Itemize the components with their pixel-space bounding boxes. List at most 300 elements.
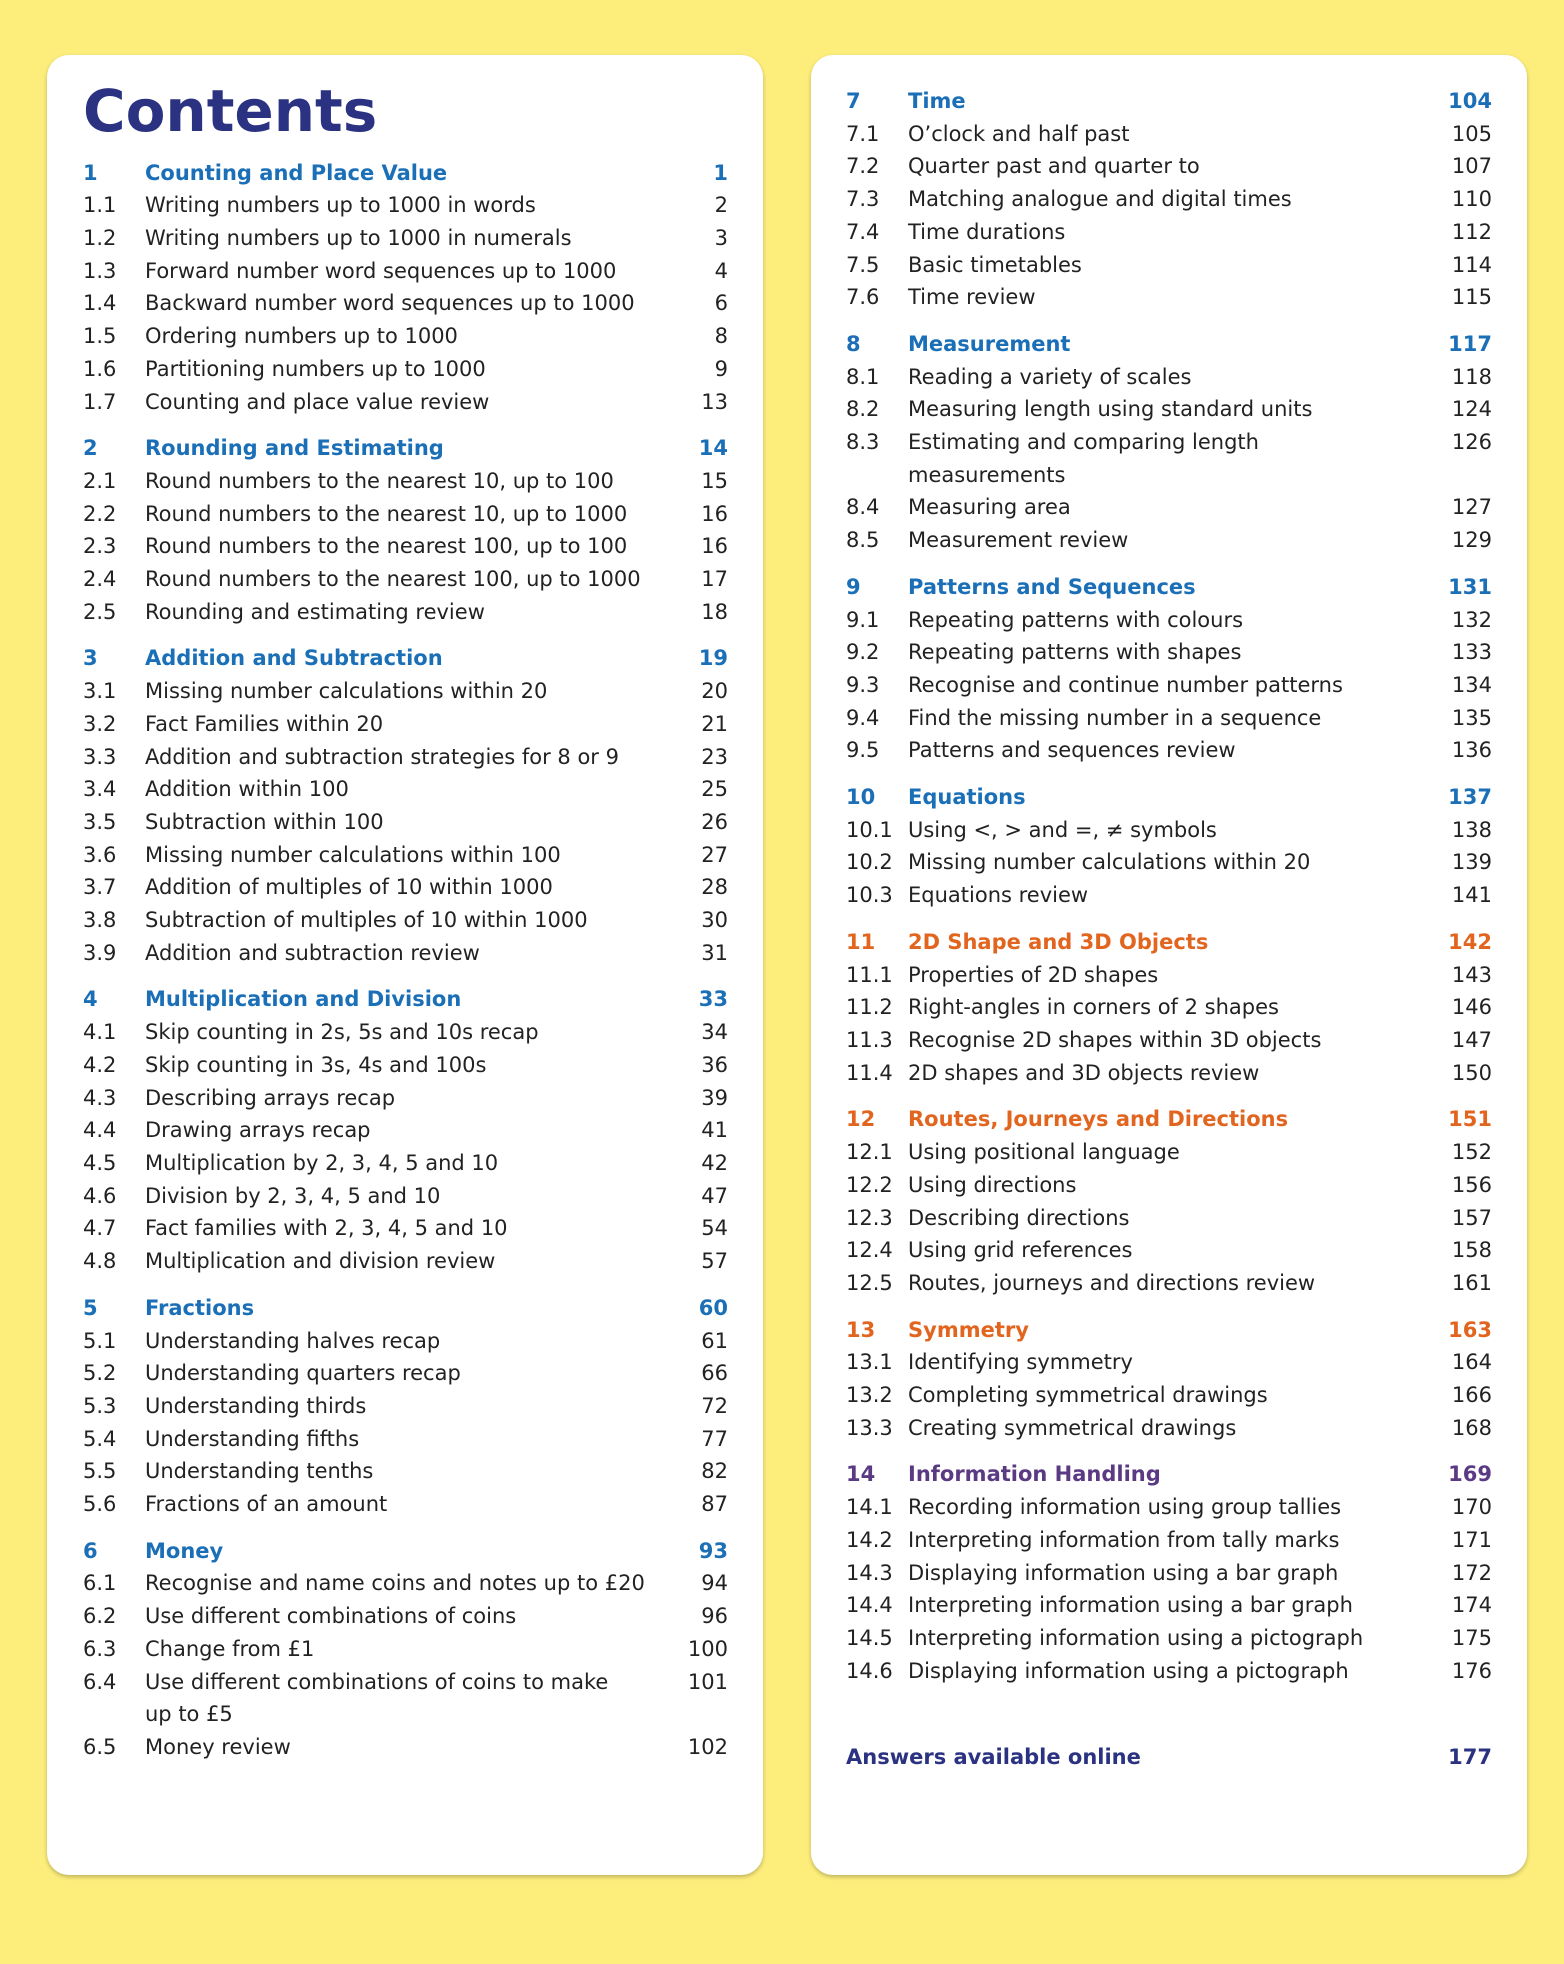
chapter-page: 163 <box>1448 1317 1492 1342</box>
section-number: 4.7 <box>83 1216 117 1241</box>
section-page: 127 <box>1451 495 1492 520</box>
section-title: Addition and subtraction review <box>145 940 480 965</box>
section-number: 9.4 <box>846 705 880 730</box>
chapter-5 <box>83 1292 728 1521</box>
section-entry[interactable] <box>846 1379 1492 1412</box>
section-title: 2D shapes and 3D objects review <box>908 1060 1260 1085</box>
section-title: Reading a variety of scales <box>908 364 1192 389</box>
answers-page: 177 <box>1448 1745 1492 1770</box>
section-entry[interactable] <box>83 1147 728 1180</box>
section-entry[interactable] <box>83 1114 728 1147</box>
section-page: 118 <box>1451 364 1492 389</box>
section-number: 2.5 <box>83 599 117 624</box>
section-title: Basic timetables <box>908 252 1082 277</box>
section-title: Repeating patterns with colours <box>908 607 1244 632</box>
section-number: 7.4 <box>846 219 880 244</box>
section-number: 7.1 <box>846 121 880 146</box>
chapter-heading[interactable] <box>83 983 728 1016</box>
section-number: 12.3 <box>846 1205 893 1230</box>
chapter-page: 19 <box>698 646 728 671</box>
section-title: Division by 2, 3, 4, 5 and 10 <box>145 1183 441 1208</box>
chapter-heading[interactable] <box>83 1292 728 1325</box>
section-page: 168 <box>1451 1415 1492 1440</box>
section-entry[interactable] <box>846 491 1492 524</box>
section-number: 12.2 <box>846 1172 893 1197</box>
section-entry[interactable] <box>846 814 1492 847</box>
section-number: 6.4 <box>83 1669 117 1694</box>
section-number: 14.3 <box>846 1560 893 1585</box>
section-entry[interactable] <box>846 959 1492 992</box>
section-page: 77 <box>701 1426 728 1451</box>
section-number: 13.1 <box>846 1350 893 1375</box>
section-entry[interactable] <box>83 741 728 774</box>
chapter-page: 117 <box>1448 331 1492 356</box>
section-title: Describing arrays recap <box>145 1085 396 1110</box>
section-entry[interactable] <box>846 1057 1492 1090</box>
section-page: 107 <box>1451 154 1492 179</box>
section-page: 101 <box>687 1669 728 1694</box>
section-entry[interactable] <box>846 1267 1492 1300</box>
section-entry[interactable] <box>846 1589 1492 1622</box>
section-number: 8.4 <box>846 495 880 520</box>
section-entry[interactable] <box>83 530 728 563</box>
section-number: 3.1 <box>83 679 117 704</box>
section-entry[interactable] <box>846 249 1492 282</box>
section-page: 21 <box>701 711 728 736</box>
chapter-number: 1 <box>83 160 98 185</box>
chapter-heading[interactable] <box>83 1535 728 1568</box>
section-number: 14.5 <box>846 1625 893 1650</box>
chapter-title: Patterns and Sequences <box>908 574 1196 599</box>
section-title: Estimating and comparing length measurements <box>908 430 1259 487</box>
section-title: Equations review <box>908 883 1089 908</box>
section-entry[interactable] <box>83 1212 728 1245</box>
section-entry[interactable] <box>846 636 1492 669</box>
section-title: Round numbers to the nearest 100, up to 100 <box>145 534 628 559</box>
section-page: 152 <box>1451 1140 1492 1165</box>
section-number: 1.7 <box>83 389 117 414</box>
section-entry[interactable] <box>846 281 1492 314</box>
section-number: 3.8 <box>83 908 117 933</box>
section-title: Partitioning numbers up to 1000 <box>145 356 486 381</box>
chapter-number: 6 <box>83 1538 98 1563</box>
section-number: 11.3 <box>846 1027 893 1052</box>
section-title: Displaying information using a bar graph <box>908 1560 1339 1585</box>
section-entry[interactable] <box>846 426 1492 491</box>
section-title: O’clock and half past <box>908 121 1130 146</box>
section-title: Addition of multiples of 10 within 1000 <box>145 875 553 900</box>
chapter-number: 8 <box>846 331 861 356</box>
section-page: 27 <box>701 842 728 867</box>
section-number: 4.6 <box>83 1183 117 1208</box>
section-number: 7.2 <box>846 154 880 179</box>
section-entry[interactable] <box>83 287 728 320</box>
chapter-title: Multiplication and Division <box>145 987 462 1012</box>
section-page: 150 <box>1451 1060 1492 1085</box>
section-entry[interactable] <box>846 1557 1492 1590</box>
section-entry[interactable] <box>846 604 1492 637</box>
chapter-title: Information Handling <box>908 1462 1161 1487</box>
chapter-2 <box>83 432 728 628</box>
section-number: 3.2 <box>83 711 117 736</box>
section-number: 9.3 <box>846 672 880 697</box>
section-entry[interactable] <box>83 498 728 531</box>
section-number: 3.3 <box>83 744 117 769</box>
section-entry[interactable] <box>83 1600 728 1633</box>
section-entry[interactable] <box>846 216 1492 249</box>
section-title: Fact families with 2, 3, 4, 5 and 10 <box>145 1216 508 1241</box>
section-number: 7.3 <box>846 187 880 212</box>
section-number: 1.1 <box>83 193 117 218</box>
chapter-list-left <box>83 157 728 1764</box>
chapter-heading[interactable] <box>83 157 728 190</box>
section-entry[interactable] <box>83 1245 728 1278</box>
section-title: Matching analogue and digital times <box>908 187 1292 212</box>
section-page: 157 <box>1451 1205 1492 1230</box>
section-number: 4.3 <box>83 1085 117 1110</box>
section-entry[interactable] <box>83 773 728 806</box>
section-entry[interactable] <box>83 1633 728 1666</box>
chapter-11 <box>846 926 1492 1090</box>
chapter-page: 14 <box>698 436 728 461</box>
section-number: 14.4 <box>846 1593 893 1618</box>
section-page: 176 <box>1451 1658 1492 1683</box>
chapter-title: Addition and Subtraction <box>145 646 443 671</box>
section-entry[interactable] <box>846 879 1492 912</box>
section-title: Understanding halves recap <box>145 1328 441 1353</box>
section-page: 20 <box>701 679 728 704</box>
chapter-7 <box>846 85 1492 314</box>
section-page: 16 <box>701 501 728 526</box>
section-entry[interactable] <box>83 871 728 904</box>
chapter-13 <box>846 1314 1492 1445</box>
section-page: 105 <box>1451 121 1492 146</box>
section-entry[interactable] <box>83 596 728 629</box>
section-page: 28 <box>701 875 728 900</box>
section-page: 82 <box>701 1459 728 1484</box>
section-title: Ordering numbers up to 1000 <box>145 324 458 349</box>
section-page: 23 <box>701 744 728 769</box>
section-number: 6.3 <box>83 1636 117 1661</box>
section-entry[interactable] <box>846 524 1492 557</box>
chapter-heading[interactable] <box>846 1103 1492 1136</box>
section-page: 57 <box>701 1249 728 1274</box>
section-entry[interactable] <box>83 189 728 222</box>
chapter-title: Fractions <box>145 1295 255 1320</box>
section-number: 3.9 <box>83 940 117 965</box>
chapter-heading[interactable] <box>846 85 1492 118</box>
chapter-1 <box>83 157 728 419</box>
section-entry[interactable] <box>846 1202 1492 1235</box>
section-entry[interactable] <box>846 1622 1492 1655</box>
section-entry[interactable] <box>846 1136 1492 1169</box>
section-number: 9.2 <box>846 640 880 665</box>
section-entry[interactable] <box>83 1390 728 1423</box>
section-entry[interactable] <box>846 1491 1492 1524</box>
section-page: 3 <box>714 226 728 250</box>
section-page: 115 <box>1451 285 1492 310</box>
section-title: Skip counting in 2s, 5s and 10s recap <box>145 1020 539 1045</box>
section-entry[interactable] <box>83 806 728 839</box>
section-entry[interactable] <box>83 675 728 708</box>
chapter-number: 5 <box>83 1295 98 1320</box>
section-number: 10.2 <box>846 850 893 875</box>
section-number: 2.4 <box>83 567 117 592</box>
section-page: 34 <box>701 1020 728 1045</box>
section-title: Counting and place value review <box>145 389 490 414</box>
chapter-page: 142 <box>1448 929 1492 954</box>
section-title: Recognise and name coins and notes up to £20 <box>145 1571 645 1596</box>
chapter-title: Counting and Place Value <box>145 160 448 185</box>
section-title: Understanding fifths <box>145 1426 360 1451</box>
chapter-heading[interactable] <box>846 1314 1492 1347</box>
chapter-number: 3 <box>83 646 98 671</box>
section-entry[interactable] <box>83 904 728 937</box>
section-number: 1.2 <box>83 226 117 250</box>
section-page: 6 <box>714 291 728 316</box>
section-page: 26 <box>701 809 728 834</box>
section-title: Interpreting information using a bar graph <box>908 1593 1353 1618</box>
section-entry[interactable] <box>83 1423 728 1456</box>
section-title: Patterns and sequences review <box>908 738 1236 763</box>
section-number: 6.5 <box>83 1734 117 1759</box>
chapter-heading[interactable] <box>83 642 728 675</box>
chapter-12 <box>846 1103 1492 1299</box>
chapter-3 <box>83 642 728 969</box>
section-title: Fact Families within 20 <box>145 711 384 736</box>
section-title: Using <, > and =, ≠ symbols <box>908 817 1217 842</box>
section-entry[interactable] <box>846 991 1492 1024</box>
chapter-heading[interactable] <box>846 781 1492 814</box>
section-number: 4.4 <box>83 1118 117 1143</box>
chapter-number: 14 <box>846 1462 876 1487</box>
section-page: 31 <box>701 940 728 965</box>
section-title: Money review <box>145 1734 291 1759</box>
section-entry[interactable] <box>846 183 1492 216</box>
chapter-number: 13 <box>846 1317 876 1342</box>
section-entry[interactable] <box>83 1049 728 1082</box>
section-title: Subtraction within 100 <box>145 809 384 834</box>
section-title: Drawing arrays recap <box>145 1118 371 1143</box>
section-title: Missing number calculations within 20 <box>908 850 1311 875</box>
section-title: Addition and subtraction strategies for 8 or 9 <box>145 744 619 769</box>
section-page: 96 <box>701 1604 728 1629</box>
section-title: Writing numbers up to 1000 in numerals <box>145 226 572 250</box>
section-title: Completing symmetrical drawings <box>908 1383 1268 1408</box>
section-number: 5.6 <box>83 1492 117 1517</box>
chapter-page: 137 <box>1448 785 1492 810</box>
section-number: 10.3 <box>846 883 893 908</box>
section-number: 8.3 <box>846 430 880 455</box>
section-page: 146 <box>1451 995 1492 1020</box>
section-entry[interactable] <box>846 846 1492 879</box>
section-number: 4.1 <box>83 1020 117 1045</box>
section-entry[interactable] <box>83 386 728 419</box>
section-number: 11.4 <box>846 1060 893 1085</box>
contents-panel-left <box>47 55 763 1875</box>
section-entry[interactable] <box>83 1180 728 1213</box>
chapter-page: 169 <box>1448 1462 1492 1487</box>
section-title: Understanding quarters recap <box>145 1361 461 1386</box>
section-page: 124 <box>1451 397 1492 422</box>
section-page: 158 <box>1451 1238 1492 1263</box>
section-entry[interactable] <box>83 937 728 970</box>
section-entry[interactable] <box>846 1169 1492 1202</box>
section-entry[interactable] <box>83 563 728 596</box>
section-entry[interactable] <box>846 702 1492 735</box>
chapter-heading[interactable] <box>846 571 1492 604</box>
section-entry[interactable] <box>846 1346 1492 1379</box>
chapter-title: Measurement <box>908 331 1071 356</box>
section-page: 164 <box>1451 1350 1492 1375</box>
section-entry[interactable] <box>846 1524 1492 1557</box>
section-entry[interactable] <box>83 708 728 741</box>
chapter-heading[interactable] <box>846 926 1492 959</box>
section-page: 42 <box>701 1150 728 1175</box>
chapter-number: 11 <box>846 929 876 954</box>
section-page: 4 <box>714 258 728 283</box>
section-entry[interactable] <box>83 839 728 872</box>
section-page: 25 <box>701 777 728 802</box>
section-title: Properties of 2D shapes <box>908 962 1159 987</box>
section-title: Use different combinations of coins to make up to £5 <box>145 1669 609 1727</box>
chapter-6 <box>83 1535 728 1764</box>
section-page: 15 <box>701 468 728 493</box>
answers-entry[interactable] <box>846 1741 1492 1774</box>
section-number: 13.2 <box>846 1383 893 1408</box>
section-entry[interactable] <box>83 320 728 353</box>
section-title: Fractions of an amount <box>145 1492 388 1517</box>
chapter-heading[interactable] <box>846 1458 1492 1491</box>
section-page: 129 <box>1451 528 1492 553</box>
chapter-page: 151 <box>1448 1107 1492 1132</box>
section-page: 166 <box>1451 1383 1492 1408</box>
section-entry[interactable] <box>83 1567 728 1600</box>
section-page: 16 <box>701 534 728 559</box>
section-number: 4.5 <box>83 1150 117 1175</box>
section-entry[interactable] <box>83 255 728 288</box>
section-page: 100 <box>687 1636 728 1661</box>
section-number: 9.5 <box>846 738 880 763</box>
chapter-heading[interactable] <box>846 328 1492 361</box>
section-title: Round numbers to the nearest 10, up to 1000 <box>145 501 628 526</box>
section-number: 5.5 <box>83 1459 117 1484</box>
section-page: 66 <box>701 1361 728 1386</box>
section-entry[interactable] <box>846 118 1492 151</box>
section-title: Right-angles in corners of 2 shapes <box>908 995 1279 1020</box>
section-page: 54 <box>701 1216 728 1241</box>
chapter-14 <box>846 1458 1492 1687</box>
section-title: Describing directions <box>908 1205 1130 1230</box>
chapter-list-right <box>846 85 1492 1687</box>
section-page: 112 <box>1451 219 1492 244</box>
section-entry[interactable] <box>846 1234 1492 1267</box>
section-number: 5.1 <box>83 1328 117 1353</box>
section-title: Using directions <box>908 1172 1077 1197</box>
section-page: 147 <box>1451 1027 1492 1052</box>
section-entry[interactable] <box>846 1024 1492 1057</box>
section-title: Routes, journeys and directions review <box>908 1270 1316 1295</box>
section-page: 138 <box>1451 817 1492 842</box>
section-page: 143 <box>1451 962 1492 987</box>
section-title: Interpreting information from tally marks <box>908 1527 1340 1552</box>
section-entry[interactable] <box>846 1655 1492 1688</box>
chapter-number: 4 <box>83 987 98 1012</box>
section-page: 170 <box>1451 1495 1492 1520</box>
section-page: 174 <box>1451 1593 1492 1618</box>
section-entry[interactable] <box>83 1731 728 1764</box>
section-page: 61 <box>701 1328 728 1353</box>
section-entry[interactable] <box>83 1325 728 1358</box>
section-entry[interactable] <box>83 1082 728 1115</box>
section-entry[interactable] <box>83 353 728 386</box>
section-title: Measuring length using standard units <box>908 397 1313 422</box>
section-entry[interactable] <box>83 1016 728 1049</box>
section-page: 133 <box>1451 640 1492 665</box>
section-page: 175 <box>1451 1625 1492 1650</box>
chapter-10 <box>846 781 1492 912</box>
section-number: 13.3 <box>846 1415 893 1440</box>
section-page: 135 <box>1451 705 1492 730</box>
chapter-page: 33 <box>698 987 728 1012</box>
section-page: 13 <box>701 389 728 414</box>
section-entry[interactable] <box>846 361 1492 394</box>
section-entry[interactable] <box>846 734 1492 767</box>
chapter-number: 12 <box>846 1107 876 1132</box>
section-title: Quarter past and quarter to <box>908 154 1200 179</box>
section-entry[interactable] <box>83 1357 728 1390</box>
section-title: Rounding and estimating review <box>145 599 485 624</box>
section-title: Missing number calculations within 100 <box>145 842 561 867</box>
section-number: 2.3 <box>83 534 117 559</box>
section-entry[interactable] <box>83 222 728 255</box>
section-page: 141 <box>1451 883 1492 908</box>
section-entry[interactable] <box>846 150 1492 183</box>
section-title: Missing number calculations within 20 <box>145 679 548 704</box>
section-number: 5.2 <box>83 1361 117 1386</box>
section-page: 2 <box>714 193 728 218</box>
chapter-page: 60 <box>698 1295 728 1320</box>
section-title: Measuring area <box>908 495 1071 520</box>
section-title: Understanding thirds <box>145 1393 367 1418</box>
chapter-page: 93 <box>698 1538 728 1563</box>
section-title: Subtraction of multiples of 10 within 1000 <box>145 908 588 933</box>
chapter-heading[interactable] <box>83 432 728 465</box>
section-entry[interactable] <box>83 1455 728 1488</box>
chapter-page: 131 <box>1448 574 1492 599</box>
section-page: 9 <box>714 356 728 381</box>
section-entry[interactable] <box>83 465 728 498</box>
section-entry[interactable] <box>846 669 1492 702</box>
section-number: 3.6 <box>83 842 117 867</box>
chapter-4 <box>83 983 728 1277</box>
section-entry[interactable] <box>83 1488 728 1521</box>
section-entry[interactable] <box>846 1412 1492 1445</box>
section-number: 1.3 <box>83 258 117 283</box>
chapter-number: 9 <box>846 574 861 599</box>
chapter-title: Symmetry <box>908 1317 1029 1342</box>
section-entry[interactable] <box>846 393 1492 426</box>
section-title: Skip counting in 3s, 4s and 100s <box>145 1052 487 1077</box>
section-number: 8.1 <box>846 364 880 389</box>
section-entry[interactable] <box>83 1666 728 1731</box>
section-number: 6.1 <box>83 1571 117 1596</box>
section-page: 132 <box>1451 607 1492 632</box>
chapter-number: 2 <box>83 436 98 461</box>
section-page: 126 <box>1451 430 1492 455</box>
section-page: 41 <box>701 1118 728 1143</box>
section-page: 172 <box>1451 1560 1492 1585</box>
